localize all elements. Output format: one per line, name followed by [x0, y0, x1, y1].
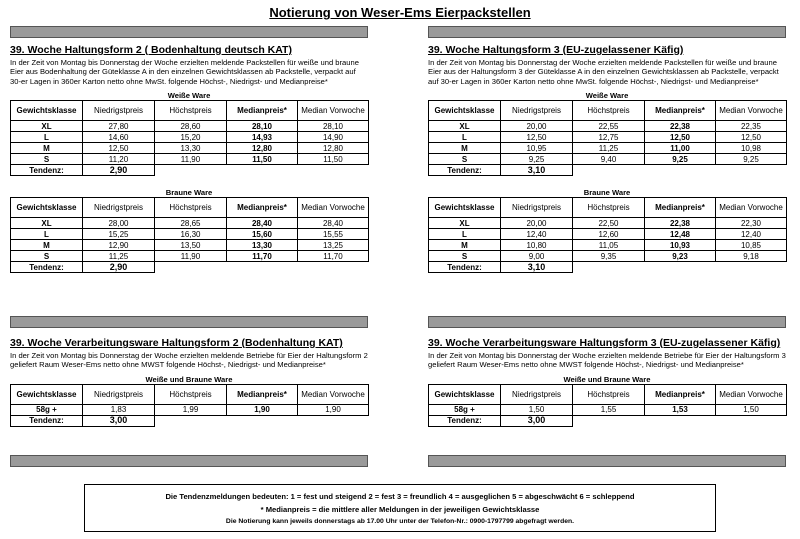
- header-median-vorwoche: Median Vorwoche: [716, 384, 787, 404]
- divider-bar: [428, 26, 786, 38]
- cell-gewichtsklasse: S: [429, 251, 501, 262]
- cell-medianpreis: 1,53: [645, 404, 716, 415]
- legend-box: [84, 484, 716, 532]
- cell-medianpreis: 28,40: [227, 218, 298, 229]
- tendenz-row: [429, 415, 787, 426]
- cell-gewichtsklasse: L: [429, 229, 501, 240]
- table-row: [11, 218, 369, 229]
- cell-hoechstpreis: 1,99: [155, 404, 227, 415]
- header-hoechstpreis: Höchstpreis: [155, 384, 227, 404]
- ware-label: Weiße Ware: [167, 91, 211, 101]
- cell-median-vorwoche: 15,55: [298, 229, 369, 240]
- cell-median-vorwoche: 9,25: [716, 154, 787, 165]
- price-table: [10, 197, 369, 273]
- cell-niedrigstpreis: 12,40: [501, 229, 573, 240]
- cell-median-vorwoche: 1,90: [298, 404, 369, 415]
- header-hoechstpreis: Höchstpreis: [155, 101, 227, 121]
- header-gewichtsklasse: Gewichtsklasse: [11, 384, 83, 404]
- header-niedrigstpreis: Niedrigstpreis: [501, 198, 573, 218]
- table-row: [429, 143, 787, 154]
- cell-medianpreis: 22,38: [645, 218, 716, 229]
- cell-medianpreis: 14,93: [227, 132, 298, 143]
- cell-hoechstpreis: 13,50: [155, 240, 227, 251]
- header-medianpreis: Medianpreis*: [645, 198, 716, 218]
- price-table: [10, 384, 369, 427]
- divider-bar: [428, 455, 786, 467]
- cell-hoechstpreis: 22,50: [573, 218, 645, 229]
- cell-medianpreis: 13,30: [227, 240, 298, 251]
- cell-median-vorwoche: 10,85: [716, 240, 787, 251]
- cell-hoechstpreis: 11,90: [155, 154, 227, 165]
- cell-medianpreis: 10,93: [645, 240, 716, 251]
- cell-median-vorwoche: 12,50: [716, 132, 787, 143]
- header-hoechstpreis: Höchstpreis: [155, 198, 227, 218]
- cell-gewichtsklasse: XL: [11, 218, 83, 229]
- table-row: [429, 251, 787, 262]
- cell-hoechstpreis: 13,30: [155, 143, 227, 154]
- legend-tendenz: Die Tendenzmeldungen bedeuten: 1 = fest und steigend 2 = fest 3 = freundlich 4 = ausgeglichen 5 = abgeschwächt 6 = schleppend: [165, 492, 635, 501]
- cell-gewichtsklasse: M: [429, 240, 501, 251]
- cell-niedrigstpreis: 27,80: [83, 121, 155, 132]
- cell-gewichtsklasse: M: [11, 240, 83, 251]
- header-niedrigstpreis: Niedrigstpreis: [83, 198, 155, 218]
- cell-niedrigstpreis: 10,95: [501, 143, 573, 154]
- divider-bar: [10, 26, 368, 38]
- section-title: 39. Woche Haltungsform 3 (EU-zugelassener Käfig): [428, 44, 684, 56]
- cell-medianpreis: 15,60: [227, 229, 298, 240]
- cell-hoechstpreis: 9,35: [573, 251, 645, 262]
- section-description: In der Zeit von Montag bis Donnerstag der Woche erzielten meldende Betriebe für Eier der Haltungsform 2 geliefert Raum Weser-Ems netto ohne MWST folgende Höchst-, Niedrigst- und Medianpreise*: [10, 351, 368, 370]
- section-description: In der Zeit von Montag bis Donnerstag der Woche erzielten meldende Packstellen für weiße und braune Eier aus Bodenhaltung der Güteklasse A in den einzelnen Gewichtsklassen ab Packstelle, verpackt auf 30-er Lagen in 360er Karton netto ohne MwSt. folgende Höchst-, Niedrigst- und Medianpreise*: [10, 58, 359, 86]
- tendenz-value: 2,90: [83, 165, 155, 176]
- cell-median-vorwoche: 12,40: [716, 229, 787, 240]
- section-description: In der Zeit von Montag bis Donnerstag der Woche erzielten meldende Betriebe für Eier der Haltungsform 3 geliefert Raum Weser-Ems netto ohne MWST folgende Höchst-, Niedrigst- und Medianpreise*: [428, 351, 786, 370]
- header-gewichtsklasse: Gewichtsklasse: [11, 198, 83, 218]
- cell-median-vorwoche: 1,50: [716, 404, 787, 415]
- header-medianpreis: Medianpreis*: [645, 101, 716, 121]
- cell-hoechstpreis: 1,55: [573, 404, 645, 415]
- header-medianpreis: Medianpreis*: [227, 384, 298, 404]
- ware-label: Braune Ware: [165, 188, 213, 198]
- header-medianpreis: Medianpreis*: [227, 101, 298, 121]
- cell-niedrigstpreis: 12,90: [83, 240, 155, 251]
- cell-median-vorwoche: 9,18: [716, 251, 787, 262]
- divider-bar: [10, 455, 368, 467]
- table-row: [11, 251, 369, 262]
- ware-label: Weiße Ware: [585, 91, 629, 101]
- cell-median-vorwoche: 28,40: [298, 218, 369, 229]
- cell-median-vorwoche: 13,25: [298, 240, 369, 251]
- tendenz-label: Tendenz:: [11, 415, 83, 426]
- legend-telefon: Die Notierung kann jeweils donnerstags ab 17.00 Uhr unter der Telefon-Nr.: 0900-1797799 abgefragt werden.: [225, 518, 575, 525]
- table-row: [429, 132, 787, 143]
- cell-hoechstpreis: 22,55: [573, 121, 645, 132]
- header-median-vorwoche: Median Vorwoche: [298, 198, 369, 218]
- cell-medianpreis: 1,90: [227, 404, 298, 415]
- cell-hoechstpreis: 15,20: [155, 132, 227, 143]
- cell-median-vorwoche: 12,80: [298, 143, 369, 154]
- divider-bar: [428, 316, 786, 328]
- table-row: [11, 132, 369, 143]
- table-row: [11, 143, 369, 154]
- header-gewichtsklasse: Gewichtsklasse: [429, 198, 501, 218]
- cell-gewichtsklasse: M: [11, 143, 83, 154]
- header-gewichtsklasse: Gewichtsklasse: [429, 384, 501, 404]
- header-gewichtsklasse: Gewichtsklasse: [11, 101, 83, 121]
- tendenz-value: 2,90: [83, 262, 155, 273]
- cell-hoechstpreis: 12,75: [573, 132, 645, 143]
- cell-niedrigstpreis: 9,25: [501, 154, 573, 165]
- header-niedrigstpreis: Niedrigstpreis: [501, 384, 573, 404]
- header-median-vorwoche: Median Vorwoche: [298, 101, 369, 121]
- cell-hoechstpreis: 16,30: [155, 229, 227, 240]
- header-niedrigstpreis: Niedrigstpreis: [83, 384, 155, 404]
- cell-hoechstpreis: 28,65: [155, 218, 227, 229]
- cell-median-vorwoche: 11,50: [298, 154, 369, 165]
- tendenz-value: 3,00: [501, 415, 573, 426]
- table-row: [429, 229, 787, 240]
- cell-niedrigstpreis: 14,60: [83, 132, 155, 143]
- table-row: [11, 121, 369, 132]
- cell-medianpreis: 22,38: [645, 121, 716, 132]
- cell-hoechstpreis: 12,60: [573, 229, 645, 240]
- table-row: [11, 154, 369, 165]
- header-hoechstpreis: Höchstpreis: [573, 101, 645, 121]
- table-row: [429, 404, 787, 415]
- cell-niedrigstpreis: 12,50: [501, 132, 573, 143]
- cell-medianpreis: 9,25: [645, 154, 716, 165]
- tendenz-label: Tendenz:: [429, 262, 501, 273]
- cell-niedrigstpreis: 20,00: [501, 218, 573, 229]
- cell-gewichtsklasse: L: [429, 132, 501, 143]
- cell-gewichtsklasse: 58g +: [429, 404, 501, 415]
- cell-medianpreis: 12,48: [645, 229, 716, 240]
- table-row: [429, 240, 787, 251]
- cell-hoechstpreis: 11,05: [573, 240, 645, 251]
- cell-medianpreis: 9,23: [645, 251, 716, 262]
- cell-median-vorwoche: 22,35: [716, 121, 787, 132]
- table-row: [429, 154, 787, 165]
- section-description: In der Zeit von Montag bis Donnerstag der Woche erzielten meldende Packstellen für weiße und braune Eier aus der Haltungsform 3 der Güteklasse A in den einzelnen Gewichtsklassen ab Packstelle, verpackt auf 30-er Lagen in 360er Karton netto ohne MwSt. folgende Höchst-, Niedrigst- und Medianpreise*: [428, 58, 779, 86]
- cell-median-vorwoche: 22,30: [716, 218, 787, 229]
- cell-niedrigstpreis: 9,00: [501, 251, 573, 262]
- tendenz-row: [429, 262, 787, 273]
- cell-median-vorwoche: 28,10: [298, 121, 369, 132]
- cell-medianpreis: 11,00: [645, 143, 716, 154]
- header-medianpreis: Medianpreis*: [227, 198, 298, 218]
- tendenz-row: [11, 165, 369, 176]
- tendenz-label: Tendenz:: [429, 415, 501, 426]
- cell-gewichtsklasse: S: [11, 154, 83, 165]
- ware-label: Weiße und Braune Ware: [145, 374, 233, 384]
- cell-hoechstpreis: 9,40: [573, 154, 645, 165]
- cell-niedrigstpreis: 11,25: [83, 251, 155, 262]
- cell-niedrigstpreis: 10,80: [501, 240, 573, 251]
- cell-niedrigstpreis: 15,25: [83, 229, 155, 240]
- section-verarbeitung-boden: [10, 337, 368, 427]
- table-row: [429, 121, 787, 132]
- section-bodenhaltung: [10, 44, 368, 273]
- cell-medianpreis: 11,70: [227, 251, 298, 262]
- ware-label: Braune Ware: [583, 188, 631, 198]
- cell-niedrigstpreis: 11,20: [83, 154, 155, 165]
- cell-medianpreis: 28,10: [227, 121, 298, 132]
- tendenz-row: [11, 262, 369, 273]
- cell-gewichtsklasse: M: [429, 143, 501, 154]
- header-median-vorwoche: Median Vorwoche: [298, 384, 369, 404]
- table-row: [11, 404, 369, 415]
- header-niedrigstpreis: Niedrigstpreis: [501, 101, 573, 121]
- section-title: 39. Woche Verarbeitungsware Haltungsform 2 (Bodenhaltung KAT): [10, 337, 343, 349]
- tendenz-value: 3,10: [501, 262, 573, 273]
- cell-gewichtsklasse: S: [11, 251, 83, 262]
- tendenz-value: 3,00: [83, 415, 155, 426]
- price-table: [10, 100, 369, 176]
- tendenz-value: 3,10: [501, 165, 573, 176]
- section-verarbeitung-kaefig: [428, 337, 786, 427]
- cell-gewichtsklasse: XL: [429, 121, 501, 132]
- ware-label: Weiße und Braune Ware: [563, 374, 651, 384]
- cell-niedrigstpreis: 20,00: [501, 121, 573, 132]
- cell-medianpreis: 12,50: [645, 132, 716, 143]
- table-row: [11, 229, 369, 240]
- header-niedrigstpreis: Niedrigstpreis: [83, 101, 155, 121]
- page-title: Notierung von Weser-Ems Eierpackstellen: [269, 5, 531, 20]
- section-kaefig: [428, 44, 786, 273]
- cell-niedrigstpreis: 12,50: [83, 143, 155, 154]
- tendenz-label: Tendenz:: [11, 262, 83, 273]
- cell-medianpreis: 12,80: [227, 143, 298, 154]
- section-title: 39. Woche Verarbeitungsware Haltungsform 3 (EU-zugelassener Käfig): [428, 337, 781, 349]
- cell-gewichtsklasse: L: [11, 229, 83, 240]
- table-row: [429, 218, 787, 229]
- cell-niedrigstpreis: 28,00: [83, 218, 155, 229]
- cell-hoechstpreis: 28,60: [155, 121, 227, 132]
- price-table: [428, 100, 787, 176]
- cell-median-vorwoche: 14,90: [298, 132, 369, 143]
- cell-hoechstpreis: 11,90: [155, 251, 227, 262]
- tendenz-row: [429, 165, 787, 176]
- cell-medianpreis: 11,50: [227, 154, 298, 165]
- header-medianpreis: Medianpreis*: [645, 384, 716, 404]
- header-median-vorwoche: Median Vorwoche: [716, 101, 787, 121]
- tendenz-row: [11, 415, 369, 426]
- cell-hoechstpreis: 11,25: [573, 143, 645, 154]
- divider-bar: [10, 316, 368, 328]
- tendenz-label: Tendenz:: [429, 165, 501, 176]
- cell-gewichtsklasse: XL: [429, 218, 501, 229]
- header-hoechstpreis: Höchstpreis: [573, 384, 645, 404]
- header-median-vorwoche: Median Vorwoche: [716, 198, 787, 218]
- cell-niedrigstpreis: 1,50: [501, 404, 573, 415]
- header-hoechstpreis: Höchstpreis: [573, 198, 645, 218]
- cell-gewichtsklasse: 58g +: [11, 404, 83, 415]
- cell-gewichtsklasse: S: [429, 154, 501, 165]
- cell-niedrigstpreis: 1,83: [83, 404, 155, 415]
- price-table: [428, 197, 787, 273]
- cell-gewichtsklasse: XL: [11, 121, 83, 132]
- header-gewichtsklasse: Gewichtsklasse: [429, 101, 501, 121]
- cell-median-vorwoche: 11,70: [298, 251, 369, 262]
- section-title: 39. Woche Haltungsform 2 ( Bodenhaltung deutsch KAT): [10, 44, 292, 56]
- legend-median: * Medianpreis = die mittlere aller Meldungen in der jeweiligen Gewichtsklasse: [260, 505, 540, 514]
- table-row: [11, 240, 369, 251]
- cell-gewichtsklasse: L: [11, 132, 83, 143]
- price-table: [428, 384, 787, 427]
- cell-median-vorwoche: 10,98: [716, 143, 787, 154]
- tendenz-label: Tendenz:: [11, 165, 83, 176]
